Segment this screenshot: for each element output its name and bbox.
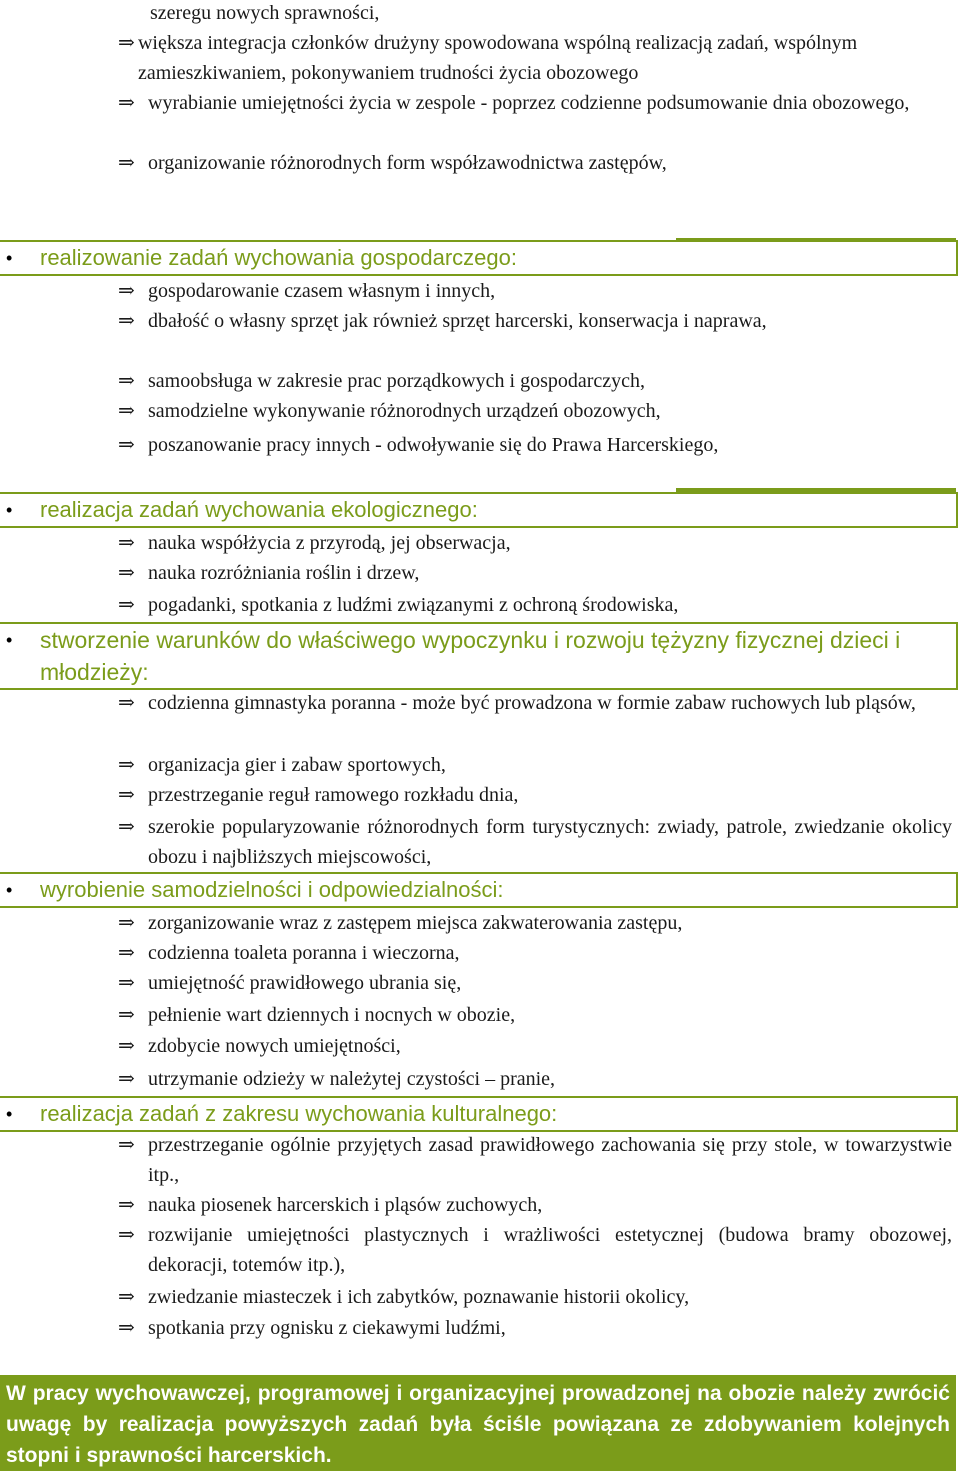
list-item [118,148,952,178]
arrow-icon: ⇒ [118,1194,135,1216]
arrow-icon: ⇒ [118,1068,135,1090]
list-item [118,1031,952,1061]
list-item [118,938,952,968]
list-item [118,396,952,426]
bullet-icon: • [6,880,13,900]
list-item [118,688,952,718]
list-item-text: organizowanie różnorodnych form współzawodnictwa zastępów, [148,152,667,174]
list-item-text: utrzymanie odzieży w należytej czystości – pranie, [148,1068,556,1090]
list-item-text: codzienna gimnastyka poranna - może być prowadzona w formie zabaw ruchowych lub pląsów, [148,692,916,714]
arrow-icon: ⇒ [118,532,135,554]
arrow-icon: ⇒ [118,1134,135,1156]
summary-box [0,1375,956,1471]
list-item [118,1282,952,1312]
list-item-text: samodzielne wykonywanie różnorodnych urządzeń obozowych, [148,400,661,422]
list-item [118,306,952,336]
list-item-text: zwiedzanie miasteczek i ich zabytków, poznawanie historii okolicy, [148,1286,690,1308]
arrow-icon: ⇒ [118,434,135,456]
list-item-text: przestrzeganie reguł ramowego rozkładu dnia, [148,784,519,806]
list-item [118,1190,952,1220]
list-item-text: codzienna toaleta poranna i wieczorna, [148,942,460,964]
arrow-icon: ⇒ [118,280,135,302]
section-heading-text: realizacja zadań wychowania ekologicznego: [40,497,478,522]
list-item [118,590,952,620]
list-item [118,1220,952,1280]
arrow-icon: ⇒ [118,310,135,332]
list-item [118,276,952,306]
list-item-text: większa integracja członków drużyny spowodowana wspólną realizacją zadań, wspólnym zamieszkiwaniem, pokonywaniem trudności życia obozowego [137,32,858,84]
list-item-text: pełnienie wart dziennych i nocnych w obozie, [148,1004,516,1026]
bullet-icon: • [6,500,13,520]
arrow-icon: ⇒ [118,972,135,994]
arrow-icon: ⇒ [118,1004,135,1026]
list-item-text: nauka współżycia z przyrodą, jej obserwacja, [148,532,511,554]
list-item [118,1000,952,1030]
arrow-icon: ⇒ [118,754,135,776]
section-heading [0,1096,958,1132]
section-heading-text: realizowanie zadań wychowania gospodarczego: [40,245,517,270]
list-item [118,1064,952,1094]
list-item [118,812,952,872]
arrow-icon: ⇒ [118,152,135,174]
list-item-text: samoobsługa w zakresie prac porządkowych i gospodarczych, [148,370,646,392]
arrow-icon: ⇒ [118,1224,135,1246]
arrow-icon: ⇒ [118,912,135,934]
arrow-icon: ⇒ [118,1317,135,1339]
list-item [118,908,952,938]
bullet-icon: • [6,1104,13,1124]
list-item-text: nauka piosenek harcerskich i pląsów zuchowych, [148,1194,543,1216]
arrow-icon: ⇒ [118,32,135,54]
bullet-icon: • [6,630,13,650]
list-item [118,780,952,810]
section-heading [0,622,958,690]
list-item [118,88,952,118]
list-item-text: organizacja gier i zabaw sportowych, [148,754,446,776]
section-heading [0,492,958,528]
list-item [118,528,952,558]
list-item-text: zorganizowanie wraz z zastępem miejsca zakwaterowania zastępu, [148,912,683,934]
list-item [118,750,952,780]
section-heading-text: wyrobienie samodzielności i odpowiedzialności: [40,877,504,902]
section-heading-text: realizacja zadań z zakresu wychowania kulturalnego: [40,1101,558,1126]
list-item-text: nauka rozróżniania roślin i drzew, [148,562,420,584]
list-item-text: wyrabianie umiejętności życia w zespole - poprzez codzienne podsumowanie dnia obozowego, [148,92,910,114]
list-item-text: dbałość o własny sprzęt jak również sprzęt harcerski, konserwacja i naprawa, [148,310,767,332]
list-item-text: zdobycie nowych umiejętności, [148,1035,401,1057]
arrow-icon: ⇒ [118,692,135,714]
section-heading [0,872,958,908]
bullet-icon: • [6,248,13,268]
list-item-text: przestrzeganie ogólnie przyjętych zasad prawidłowego zachowania się przy stole, w towarzystwie itp., [148,1134,952,1186]
list-item [118,430,952,460]
arrow-icon: ⇒ [118,400,135,422]
list-item-text: szerokie popularyzowanie różnorodnych form turystycznych: zwiady, patrole, zwiedzanie okolicy obozu i najbliższych miejscowości, [148,816,952,868]
arrow-icon: ⇒ [118,562,135,584]
list-item-text: umiejętność prawidłowego ubrania się, [148,972,462,994]
section-heading-text: stworzenie warunków do właściwego wypoczynku i rozwoju tężyzny fizycznej dzieci i młodzieży: [40,627,901,685]
arrow-icon: ⇒ [118,370,135,392]
intro-continuation: szeregu nowych sprawności, [150,2,380,24]
arrow-icon: ⇒ [118,1035,135,1057]
arrow-icon: ⇒ [118,1286,135,1308]
list-item-text: poszanowanie pracy innych - odwoływanie się do Prawa Harcerskiego, [148,434,719,456]
summary-text: W pracy wychowawczej, programowej i organizacyjnej prowadzonej na obozie należy zwrócić uwagę by realizacja powyższych zadań była ściśle powiązana ze zdobywaniem kolejnych stopni i sprawności harcerskich. [6,1382,950,1467]
list-item [118,1130,952,1190]
list-item [118,1313,952,1343]
arrow-icon: ⇒ [118,594,135,616]
list-item-text: pogadanki, spotkania z ludźmi związanymi z ochroną środowiska, [148,594,679,616]
list-item [118,558,952,588]
arrow-icon: ⇒ [118,816,135,838]
arrow-icon: ⇒ [118,92,135,114]
list-item-text: gospodarowanie czasem własnym i innych, [148,280,496,302]
list-item-text: spotkania przy ognisku z ciekawymi ludźmi, [148,1317,506,1339]
list-item [118,366,952,396]
list-item [118,968,952,998]
list-item-text: rozwijanie umiejętności plastycznych i wrażliwości estetycznej (budowa bramy obozowej, dekoracji, totemów itp.), [148,1224,952,1276]
arrow-icon: ⇒ [118,942,135,964]
arrow-icon: ⇒ [118,784,135,806]
list-item [118,28,952,88]
section-heading [0,240,958,276]
